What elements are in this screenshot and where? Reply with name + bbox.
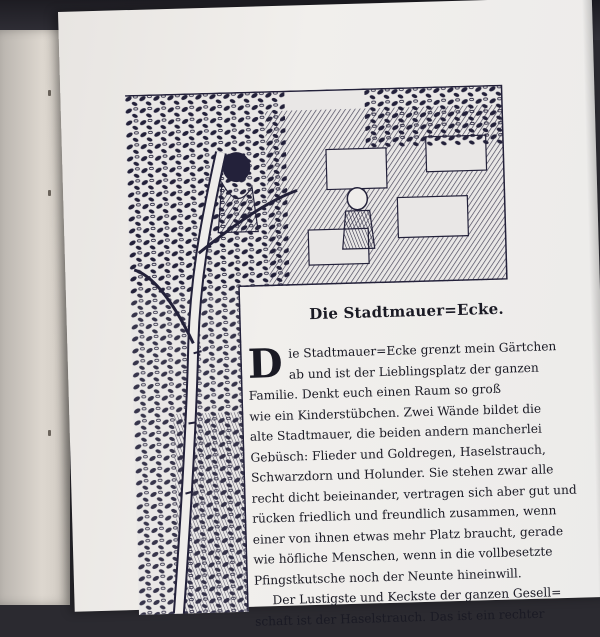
drop-cap: D <box>247 339 284 388</box>
text-line: alte Stadtmauer, die beiden andern mancherlei <box>249 421 543 444</box>
paragraph-1 <box>247 336 577 591</box>
text-line: schaft ist der Haselstrauch. Das ist ein rechter <box>254 606 545 629</box>
text-line: Der Lustigste und Keckste der ganzen Gesell= <box>272 585 562 608</box>
text-line: rücken friedlich und freundlich zusammen, wenn <box>252 503 557 526</box>
text-line: wie ein Kinderstübchen. Zwei Wände bildet die <box>249 401 542 424</box>
text-line: einer von ihnen etwas mehr Platz braucht, gerade <box>252 523 564 547</box>
text-line: ab und ist der Lieblingsplatz der ganzen <box>288 360 539 382</box>
paragraph-2 <box>254 582 575 632</box>
chapter-title: Die Stadtmauer=Ecke. <box>308 299 505 324</box>
text-line: wie höfliche Menschen, wenn in die vollbesetzte <box>253 544 553 567</box>
chapter-text <box>246 298 575 632</box>
binding-stitch <box>48 190 51 196</box>
binding-stitch <box>48 430 51 436</box>
text-line: recht dicht beieinander, vertragen sich aber gut und <box>251 482 577 506</box>
binding-stitch <box>48 90 51 96</box>
text-line: Gebüsch: Flieder und Goldregen, Haselstrauch, <box>250 442 546 465</box>
text-line: Pfingstkutsche noch der Neunte hineinwill. <box>253 565 522 588</box>
text-line: Familie. Denkt euch einen Raum so groß <box>248 381 502 403</box>
book-page <box>58 0 600 629</box>
left-page-edge <box>0 30 70 605</box>
text-line: ie Stadtmauer=Ecke grenzt mein Gärtchen <box>288 339 557 361</box>
text-line: Schwarzdorn und Holunder. Sie stehen zwar alle <box>250 462 554 485</box>
page-shadow <box>582 0 600 597</box>
